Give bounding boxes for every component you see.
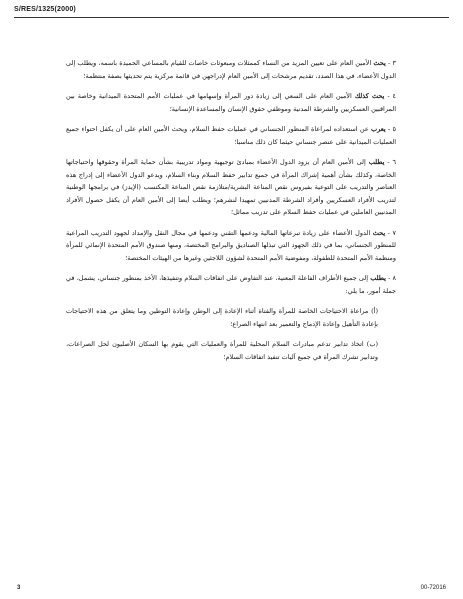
operative-verb: يعرب [371, 125, 386, 133]
paragraph-text: الدول الأعضاء على زيادة تبرعاتها المالية ودعمها التقني ودعمها في مجال النقل والإمداد لجهود التدريب المراعية للمنظور الجنساني، بما في ذلك الجهود التي تبذلها الصناديق والبرامج المختصة، ومنها صندوق الأمم المتحدة الإنمائي للمرأة ومنظمة الأمم المتحدة للطفولة، ومفوضية الأمم المتحدة لشؤون اللاجئين وغيرها من الهيئات المختصة؛ [66, 228, 396, 262]
paragraph-text: الأمين العام على تعيين المزيد من النساء كممثلات ومبعوثات خاصات للقيام بالمساعي الحميدة باسمه، ويطلب إلى الدول الأعضاء، في هذا الصدد، تقديم مرشحات إلى الأمين العام لإدراجهن في قائمة مركزية يتم تحديثها بصفة منتظمة؛ [66, 59, 396, 80]
operative-verb: يطلب [368, 158, 385, 166]
paragraph-number: ٥ - [387, 125, 396, 133]
paragraph-text: عن استعداده لمراعاة المنظور الجنساني في عمليات حفظ السلام، ويحث الأمين العام على أن يكفل احتواء جميع العمليات الميدانية على عنصر جنساني حيثما كان ذلك مناسبا؛ [66, 125, 396, 146]
operative-verb: يحث [373, 59, 386, 67]
paragraph-5 [66, 123, 396, 148]
paragraph-number: ٧ - [387, 228, 397, 237]
paragraph-text: إلى الأمين العام أن يزود الدول الأعضاء بمبادئ توجيهية ومواد تدريبية بشأن حماية المرأة وحقوقها واحتياجاتها الخاصة، وكذلك بشأن أهمية إشراك المرأة في جميع تدابير حفظ السلام وبناء السلام، ويدعو الدول الأعضاء إلى إدراج هذه العناصر والتدريب على التوعية بفيروس نقص المناعة البشرية/متلازمة نقص المناعة المكتسب (الإيدز) في برامجها الوطنية لتدريب الأفراد العسكريين وأفراد الشرطة المدنيين تمهيدا لنشرهم؛ ويطلب أيضا إلى الأمين العام أن يكفل حصول الأفراد المدنيين العاملين في عمليات حفظ السلام على تدريب مماثل؛ [66, 158, 396, 216]
subitem-text: مراعاة الاحتياجات الخاصة للمرأة والفتاة أثناء الإعادة إلى الوطن وإعادة التوطين وما يتعلق من هذه الاحتياجات بإعادة التأهيل وإعادة الإدماج والتعمير بعد انتهاء الصراع؛ [66, 307, 378, 328]
document-symbol: S/RES/1325(2000) [14, 6, 76, 13]
paragraph-4 [66, 90, 396, 115]
paragraph-number: ٤ - [387, 92, 396, 100]
subitem-b [66, 338, 396, 363]
paragraph-3 [66, 57, 396, 82]
page-number: 3 [17, 585, 21, 591]
paragraph-8 [66, 272, 396, 297]
paragraph-number: ٣ - [388, 59, 396, 67]
header-divider [14, 17, 449, 18]
paragraph-text: إلى جميع الأطراف الفاعلة المعنية، عند التفاوض على اتفاقات السلام وتنفيذها، الأخذ بمنظور جنساني، يشمل، في جملة أمور، ما يلي: [66, 274, 396, 295]
document-code: 00-72016 [420, 585, 446, 591]
paragraph-text: الأمين العام على السعي إلى زيادة دور المرأة وإسهامها في عمليات الأمم المتحدة الميدانية وخاصة بين المراقبين العسكريين والشرطة المدنية وموظفي حقوق الإنسان والمساعدة الإنسانية؛ [66, 92, 396, 113]
subitem-label: (ب) [366, 340, 378, 348]
operative-verb: يطلب [370, 274, 386, 282]
subitem-text: اتخاذ تدابير تدعم مبادرات السلام المحلية للمرأة والعمليات التي يقوم بها السكان الأصليون لحل الصراعات، وتدابير تشرك المرأة في جميع آليات تنفيذ اتفاقات السلام؛ [66, 340, 378, 361]
operative-verb: يحث كذلك [354, 92, 385, 100]
paragraph-number: ٦ - [387, 158, 396, 166]
resolution-body [66, 57, 396, 371]
paragraph-6 [66, 156, 396, 219]
subitem-a [66, 305, 396, 330]
operative-verb: يحث [372, 228, 386, 237]
paragraph-number: ٨ - [388, 274, 396, 282]
subitem-label: (أ) [371, 307, 378, 315]
paragraph-7 [66, 227, 396, 265]
